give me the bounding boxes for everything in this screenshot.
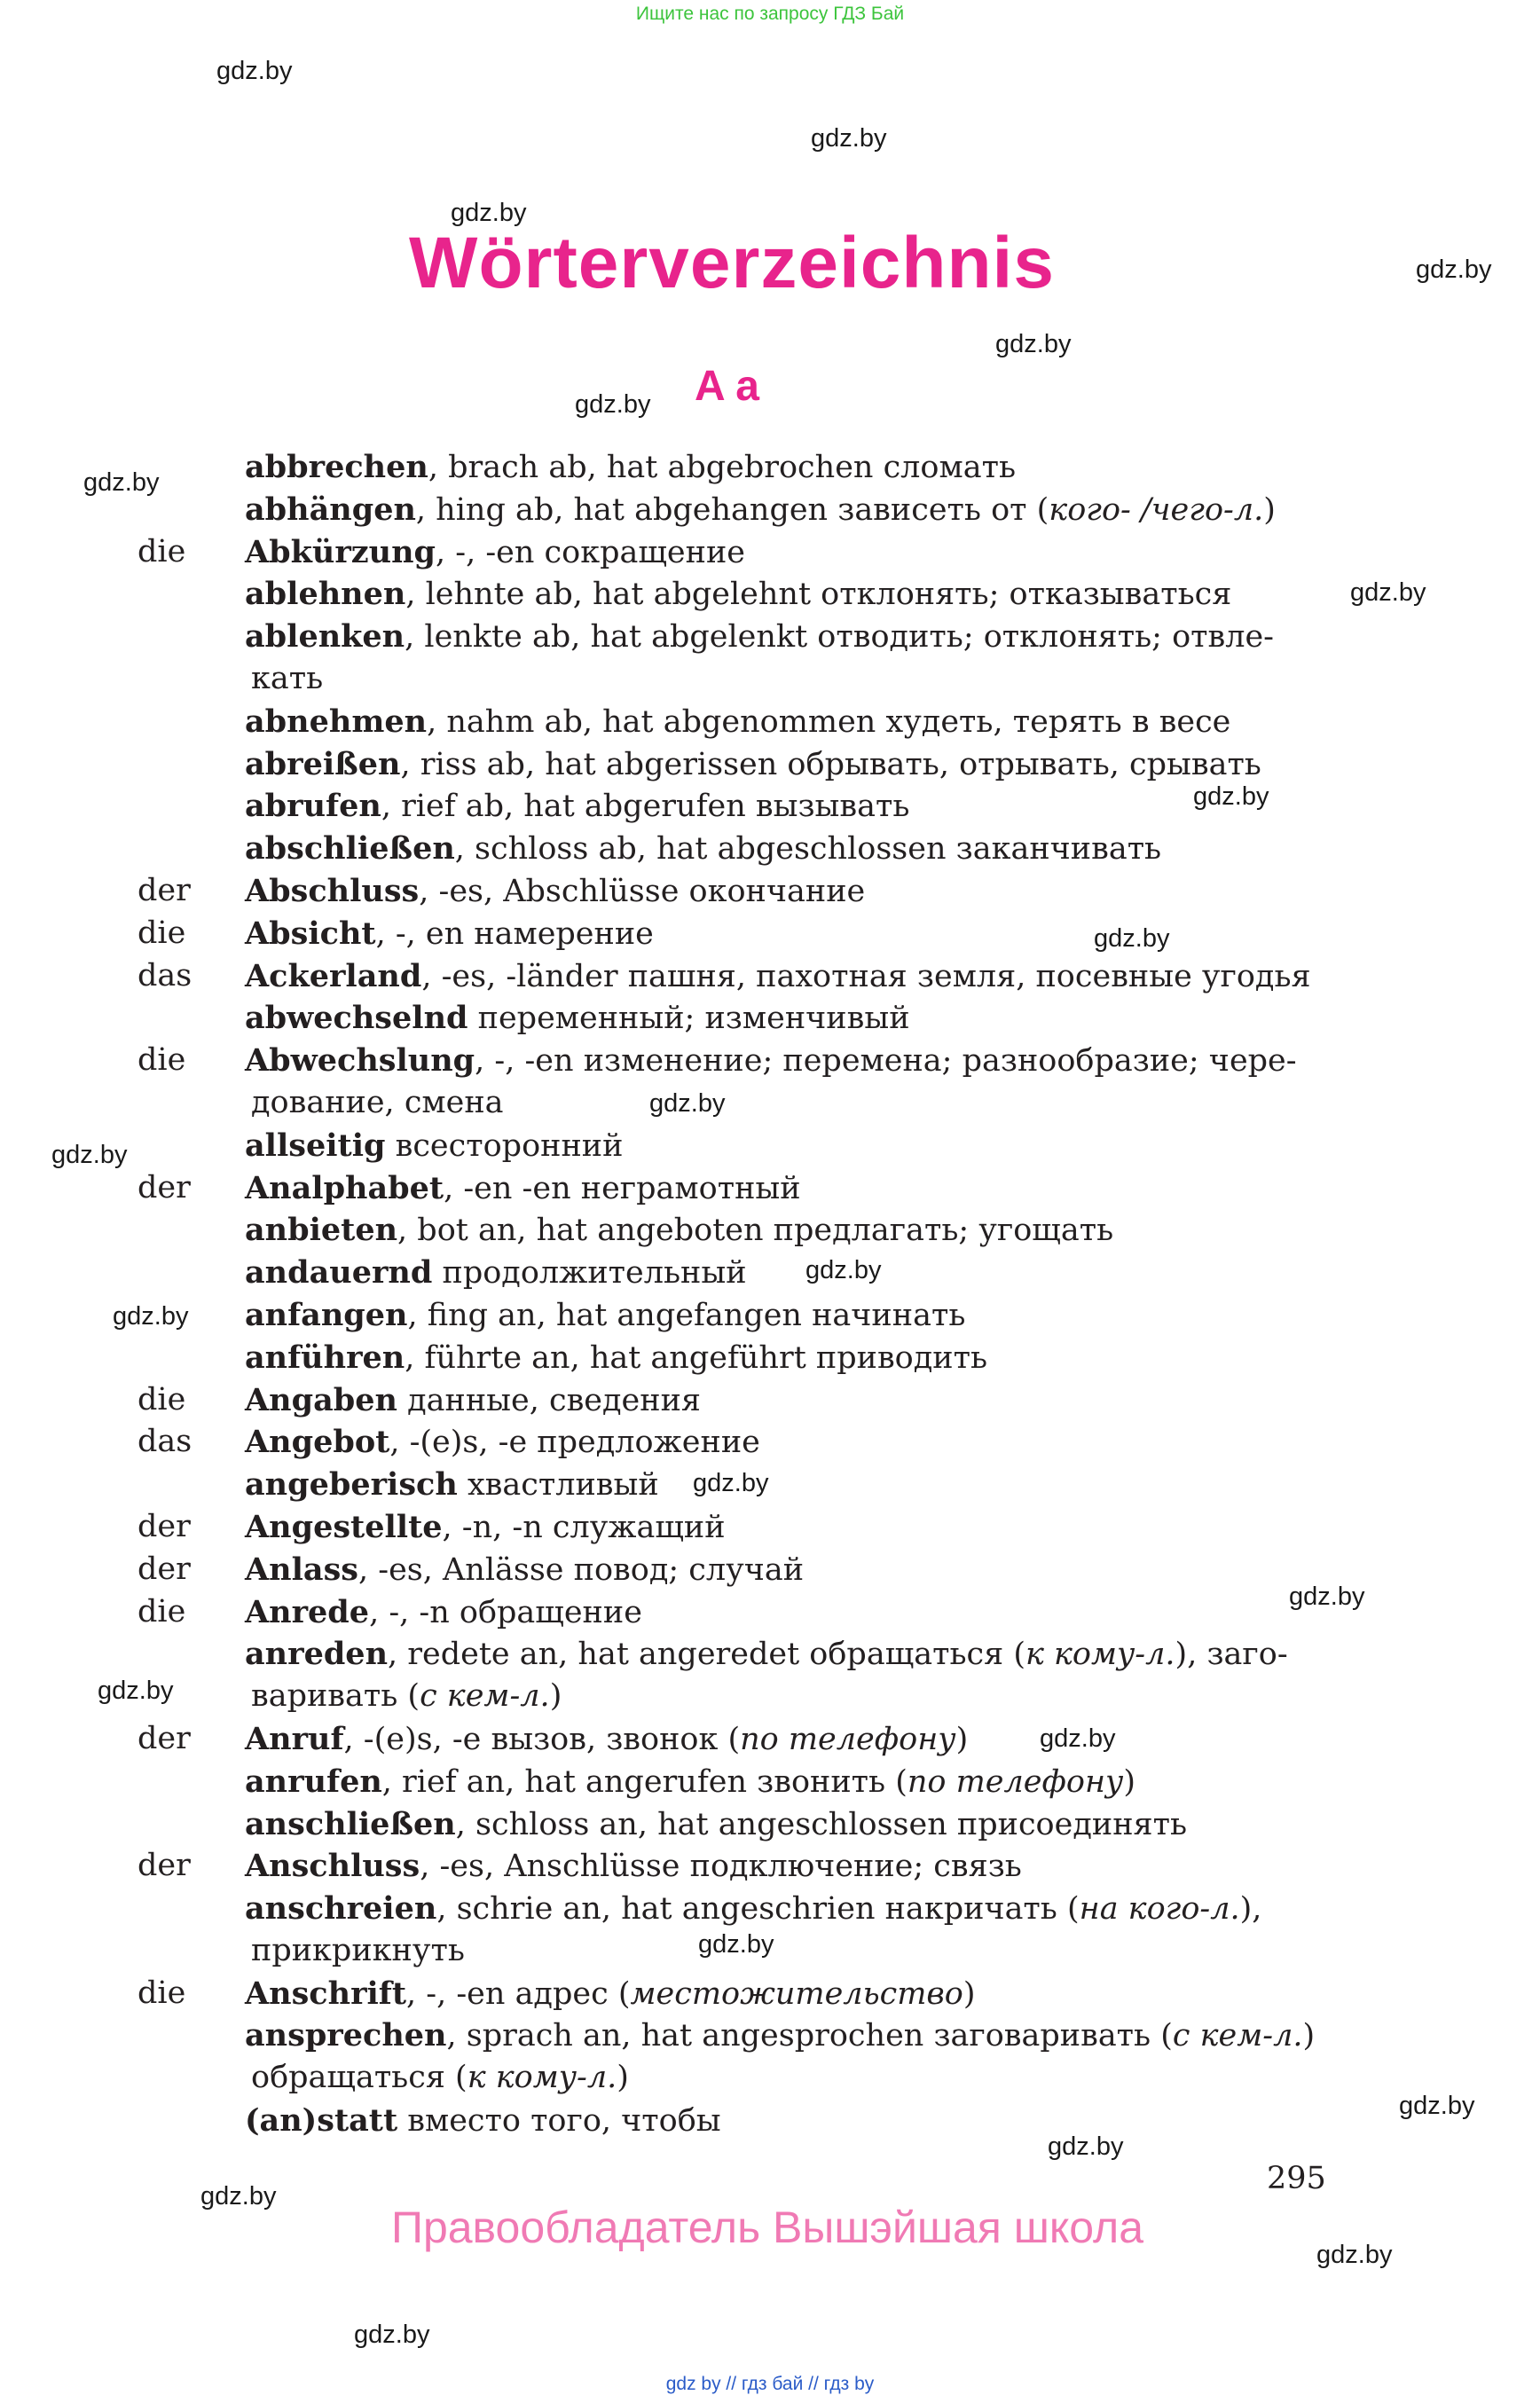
entry-definition: , redete an, hat angeredet обращаться ( bbox=[388, 1637, 1025, 1673]
entry-article: der bbox=[138, 1508, 191, 1544]
entry-definition: , rief an, hat angerufen звонить ( bbox=[381, 1763, 908, 1800]
entry-definition: , -(e)s, -e вызов, звонок ( bbox=[343, 1721, 741, 1757]
entry-headword: Ackerland bbox=[245, 957, 422, 994]
watermark: gdz.by bbox=[575, 390, 651, 419]
entry-tail: ) bbox=[617, 2060, 629, 2096]
watermark: gdz.by bbox=[1040, 1724, 1116, 1753]
entry-headword: anrufen bbox=[245, 1763, 382, 1800]
dictionary-entry bbox=[0, 1294, 1540, 1337]
entry-continuation: дование, смена bbox=[251, 1084, 504, 1120]
entry-headword: anfangen bbox=[245, 1296, 408, 1333]
entry-headword: abreißen bbox=[245, 745, 401, 782]
dictionary-entry bbox=[0, 1761, 1540, 1803]
watermark: gdz.by bbox=[1048, 2132, 1124, 2161]
entry-article: die bbox=[138, 1042, 186, 1079]
watermark: gdz.by bbox=[451, 199, 527, 227]
entry-tail: ) bbox=[955, 1721, 969, 1757]
entry-tail: ) bbox=[962, 1975, 976, 2012]
entry-continuation: варивать ( bbox=[251, 1678, 420, 1715]
watermark: gdz.by bbox=[200, 2182, 277, 2211]
entry-headword: Analphabet bbox=[245, 1169, 444, 1206]
dictionary-entry bbox=[0, 2100, 1540, 2142]
entry-definition: , -en -en неграмотный bbox=[444, 1170, 801, 1206]
entry-definition: , -, -en сокращение bbox=[436, 534, 745, 570]
watermark: gdz.by bbox=[216, 57, 293, 85]
entry-definition: , -es, Anschlüsse подключение; связь bbox=[420, 1849, 1022, 1885]
entry-definition: , sprach an, hat angesprochen заговаривать ( bbox=[446, 2018, 1173, 2054]
entry-article: der bbox=[138, 1848, 191, 1884]
entry-headword: Anschrift bbox=[245, 1975, 407, 2012]
dictionary-entry bbox=[0, 701, 1540, 743]
dictionary-entry bbox=[0, 573, 1540, 616]
entry-headword: Anlass bbox=[245, 1551, 358, 1588]
entry-definition: хвастливый bbox=[457, 1467, 659, 1504]
entry-headword: Abschluss bbox=[245, 872, 420, 909]
entry-article: die bbox=[138, 533, 186, 569]
footer-links: gdz by // гдз бай // гдз by bbox=[665, 2374, 875, 2394]
dictionary-entry bbox=[0, 1252, 1540, 1294]
watermark: gdz.by bbox=[354, 2321, 430, 2349]
watermark: gdz.by bbox=[113, 1302, 189, 1331]
entry-definition: , lenkte ab, hat abgelenkt отводить; отклонять; отвле- bbox=[405, 619, 1275, 656]
entry-headword: Absicht bbox=[245, 915, 376, 952]
entry-definition: продолжительный bbox=[432, 1255, 747, 1292]
entry-article: der bbox=[138, 1551, 191, 1587]
watermark: gdz.by bbox=[811, 124, 887, 153]
entry-article: der bbox=[138, 1169, 191, 1205]
dictionary-entry bbox=[0, 1209, 1540, 1252]
entry-article: der bbox=[138, 872, 191, 908]
entry-headword: abnehmen bbox=[245, 703, 428, 740]
entry-headword: Angestellte bbox=[245, 1508, 443, 1545]
dictionary-entry bbox=[0, 1125, 1540, 1167]
entry-headword: anschließen bbox=[245, 1805, 456, 1842]
entry-definition: , nahm ab, hat abgenommen худеть, терять в весе bbox=[427, 703, 1231, 740]
entry-article: das bbox=[138, 1424, 192, 1460]
entry-definition: , fing an, hat angefangen начинать bbox=[407, 1297, 966, 1333]
entry-definition: , -es, Anlässe повод; случай bbox=[358, 1551, 805, 1588]
dictionary-entry bbox=[0, 743, 1540, 786]
entry-definition: , hing ab, hat abgehangen зависеть от ( bbox=[415, 491, 1049, 528]
entry-definition: , -, -n обращение bbox=[369, 1594, 642, 1630]
watermark: gdz.by bbox=[649, 1089, 726, 1118]
entry-continuation: обращаться ( bbox=[251, 2060, 468, 2096]
dictionary-entry bbox=[0, 446, 1540, 489]
entry-headword: (an)statt bbox=[245, 2102, 398, 2140]
entry-article: die bbox=[138, 1381, 186, 1417]
entry-note: на кого-л. bbox=[1079, 1891, 1240, 1928]
entry-continuation: прикрикнуть bbox=[251, 1932, 465, 1968]
entry-headword: ablenken bbox=[245, 618, 405, 656]
entry-headword: Abwechslung bbox=[245, 1042, 475, 1080]
entry-headword: abwechselnd bbox=[245, 1000, 468, 1037]
entry-article: der bbox=[138, 1720, 191, 1756]
section-letter: A a bbox=[695, 363, 759, 410]
watermark: gdz.by bbox=[1094, 924, 1170, 953]
dictionary-entry bbox=[0, 913, 1540, 955]
entry-headword: ansprechen bbox=[245, 2017, 447, 2054]
dictionary-entry bbox=[0, 1337, 1540, 1379]
dictionary-entry bbox=[0, 1379, 1540, 1422]
entry-tail: ) bbox=[1302, 2018, 1316, 2054]
entry-headword: Angaben bbox=[245, 1381, 397, 1418]
entry-definition: , -es, Abschlüsse окончание bbox=[419, 873, 866, 909]
entry-tail: ) bbox=[549, 1678, 562, 1715]
top-banner: Ищите нас по запросу ГДЗ Бай bbox=[635, 4, 905, 24]
entry-headword: abrufen bbox=[245, 788, 381, 825]
entry-definition: , lehnte ab, hat abgelehnt отклонять; отказываться bbox=[405, 577, 1232, 613]
entry-definition: , führte an, hat angeführt приводить bbox=[405, 1339, 988, 1376]
dictionary-entry bbox=[0, 1803, 1540, 1846]
entry-definition: , bot an, hat angeboten предлагать; угощать bbox=[397, 1213, 1114, 1249]
entry-headword: ablehnen bbox=[245, 576, 406, 613]
dictionary-entry bbox=[0, 1040, 1540, 1125]
dictionary-entry bbox=[0, 1506, 1540, 1549]
copyright-holder bbox=[0, 2202, 1540, 2253]
entry-note: к кому-л. bbox=[467, 2060, 617, 2096]
entry-note: с кем-л. bbox=[1172, 2018, 1303, 2054]
entry-definition: , schloss ab, hat abgeschlossen заканчивать bbox=[454, 831, 1162, 868]
entry-headword: anreden bbox=[245, 1636, 389, 1673]
dictionary-entry bbox=[0, 2014, 1540, 2100]
entry-article: die bbox=[138, 1593, 186, 1629]
dictionary-entry bbox=[0, 1421, 1540, 1464]
entry-definition: , brach ab, hat abgebrochen сломать bbox=[428, 450, 1016, 485]
watermark: gdz.by bbox=[83, 468, 160, 497]
dictionary-entries bbox=[0, 446, 1540, 2142]
watermark: gdz.by bbox=[51, 1141, 128, 1169]
entry-headword: Anruf bbox=[245, 1720, 344, 1757]
watermark: gdz.by bbox=[1193, 782, 1269, 811]
entry-article: die bbox=[138, 915, 186, 951]
dictionary-entry bbox=[0, 955, 1540, 998]
entry-headword: Angebot bbox=[245, 1424, 390, 1461]
dictionary-entry bbox=[0, 1464, 1540, 1506]
watermark: gdz.by bbox=[98, 1677, 174, 1705]
entry-definition: , rief ab, hat abgerufen вызывать bbox=[381, 789, 910, 825]
watermark: gdz.by bbox=[1416, 255, 1492, 284]
entry-definition: , schrie an, hat angeschrien накричать ( bbox=[436, 1891, 1080, 1928]
watermark: gdz.by bbox=[1399, 2092, 1475, 2120]
page-title: Wörterverzeichnis bbox=[409, 223, 1055, 303]
entry-note: по телефону bbox=[907, 1763, 1124, 1800]
watermark: gdz.by bbox=[698, 1930, 774, 1959]
entry-note: с кем-л. bbox=[420, 1678, 550, 1715]
entry-definition: , -n, -n служащий bbox=[442, 1509, 726, 1545]
entry-headword: angeberisch bbox=[245, 1466, 458, 1504]
entry-tail: ) bbox=[1263, 491, 1276, 528]
entry-note: местожительство bbox=[630, 1975, 963, 2012]
entry-headword: abschließen bbox=[245, 830, 455, 868]
entry-headword: andauernd bbox=[245, 1254, 433, 1292]
watermark: gdz.by bbox=[1289, 1582, 1365, 1611]
watermark: gdz.by bbox=[995, 330, 1072, 358]
dictionary-entry bbox=[0, 870, 1540, 913]
entry-tail: ) bbox=[1123, 1763, 1135, 1800]
copyright-text: Правообладатель Вышэйшая школа bbox=[391, 2203, 1143, 2252]
entry-article: das bbox=[138, 957, 192, 993]
dictionary-entry bbox=[0, 1633, 1540, 1718]
entry-definition: данные, сведения bbox=[397, 1382, 701, 1418]
entry-definition: , -, -en изменение; перемена; разнообразие; чере- bbox=[475, 1043, 1297, 1080]
entry-headword: anführen bbox=[245, 1339, 405, 1376]
entry-headword: anbieten bbox=[245, 1212, 398, 1249]
entry-headword: Anrede bbox=[245, 1593, 370, 1630]
entry-note: к кому-л. bbox=[1025, 1637, 1175, 1673]
entry-headword: Abkürzung bbox=[245, 533, 436, 570]
page-number: 295 bbox=[1267, 2161, 1326, 2196]
entry-note: кого- /чего-л. bbox=[1049, 491, 1264, 528]
entry-definition: , schloss an, hat angeschlossen присоединять bbox=[455, 1806, 1188, 1842]
entry-note: по телефону bbox=[740, 1721, 956, 1757]
watermark: gdz.by bbox=[1316, 2241, 1393, 2269]
entry-definition: , -es, -länder пашня, пахотная земля, посевные угодья bbox=[421, 958, 1311, 994]
watermark: gdz.by bbox=[805, 1256, 882, 1284]
dictionary-entry bbox=[0, 1973, 1540, 2015]
dictionary-entry bbox=[0, 997, 1540, 1040]
dictionary-entry bbox=[0, 489, 1540, 531]
entry-mid: ), заго- bbox=[1175, 1637, 1288, 1673]
entry-headword: allseitig bbox=[245, 1127, 386, 1164]
entry-definition: вместо того, чтобы bbox=[397, 2103, 721, 2140]
entry-definition: , -, -en адрес ( bbox=[406, 1975, 631, 2012]
entry-headword: abhängen bbox=[245, 491, 416, 528]
dictionary-entry bbox=[0, 1845, 1540, 1888]
entry-definition: , riss ab, hat abgerissen обрывать, отрывать, срывать bbox=[400, 746, 1261, 782]
entry-article: die bbox=[138, 1975, 186, 2011]
entry-definition: , -(e)s, -e предложение bbox=[389, 1425, 760, 1461]
entry-tail: ), bbox=[1239, 1891, 1262, 1928]
entry-definition: всесторонний bbox=[385, 1127, 624, 1164]
dictionary-entry bbox=[0, 531, 1540, 574]
entry-headword: abbrechen bbox=[245, 449, 428, 485]
dictionary-entry bbox=[0, 785, 1540, 828]
entry-continuation: кать bbox=[251, 660, 324, 696]
dictionary-entry bbox=[0, 616, 1540, 701]
entry-headword: Anschluss bbox=[245, 1848, 420, 1885]
entry-definition: переменный; изменчивый bbox=[468, 1001, 910, 1037]
dictionary-entry bbox=[0, 1718, 1540, 1761]
watermark: gdz.by bbox=[1350, 578, 1426, 607]
entry-definition: , -, en намерение bbox=[375, 915, 654, 952]
entry-headword: anschreien bbox=[245, 1890, 437, 1928]
dictionary-entry bbox=[0, 1167, 1540, 1210]
watermark: gdz.by bbox=[693, 1469, 769, 1497]
dictionary-entry bbox=[0, 828, 1540, 870]
